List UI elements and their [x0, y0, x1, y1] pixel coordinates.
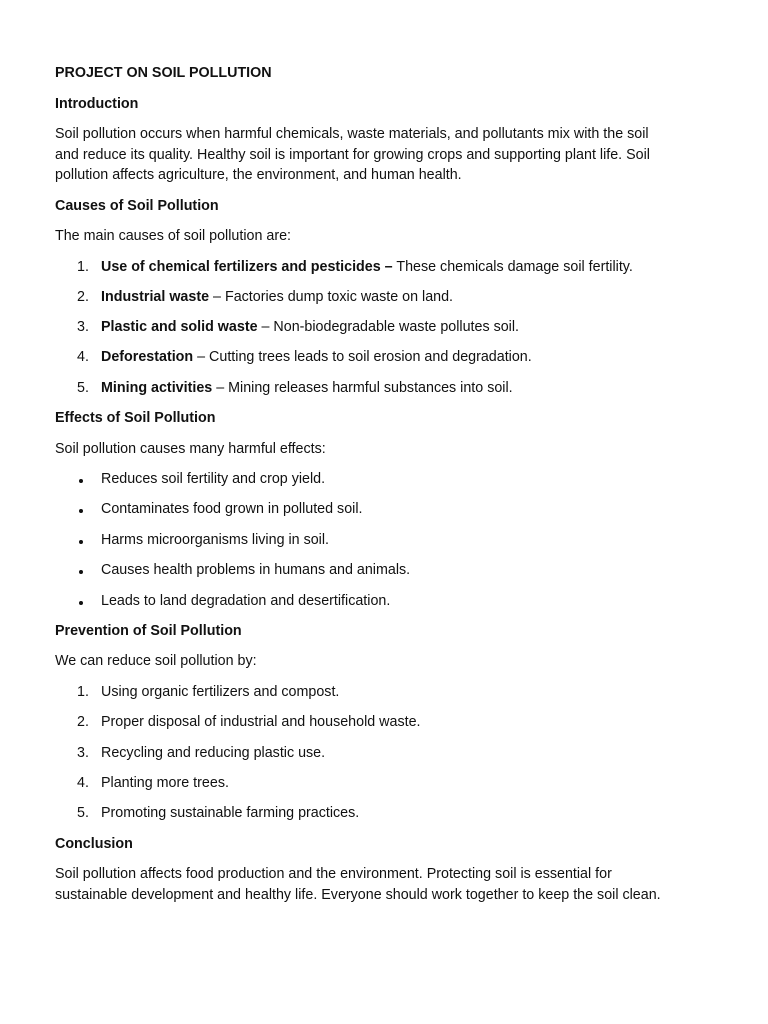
- conclusion-heading: Conclusion: [55, 836, 133, 852]
- list-marker: 3.: [77, 745, 89, 761]
- list-marker: 5.: [77, 380, 89, 396]
- cause-item-label: Industrial waste: [101, 289, 210, 305]
- causes-lead: The main causes of soil pollution are:: [55, 228, 292, 244]
- cause-item-label: Plastic and solid waste: [101, 319, 258, 335]
- prevention-item: Proper disposal of industrial and household waste.: [101, 714, 421, 730]
- list-marker: 2.: [77, 714, 89, 730]
- intro-line: and reduce its quality. Healthy soil is important for growing crops and supporting plant life. Soil: [55, 147, 650, 163]
- list-marker: 1.: [77, 259, 89, 275]
- prevention-item: Using organic fertilizers and compost.: [101, 684, 340, 700]
- effect-item: Contaminates food grown in polluted soil.: [101, 501, 363, 517]
- list-marker: 1.: [77, 684, 89, 700]
- cause-item-text: These chemicals damage soil fertility.: [392, 259, 633, 275]
- causes-heading: Causes of Soil Pollution: [55, 198, 219, 214]
- prevention-item: Recycling and reducing plastic use.: [101, 745, 326, 761]
- prevention-item: Planting more trees.: [101, 775, 229, 791]
- cause-item: [101, 317, 519, 337]
- cause-item-text: – Mining releases harmful substances into soil.: [212, 380, 513, 396]
- conclusion-line: Soil pollution affects food production and the environment. Protecting soil is essential for: [55, 866, 612, 882]
- list-marker: 4.: [77, 775, 89, 791]
- effect-item: Harms microorganisms living in soil.: [101, 532, 330, 548]
- list-marker: 3.: [77, 319, 89, 335]
- cause-item-label: Mining activities: [101, 380, 213, 396]
- effects-lead: Soil pollution causes many harmful effects:: [55, 441, 326, 457]
- effect-item: Causes health problems in humans and animals.: [101, 562, 411, 578]
- cause-item-label: Use of chemical fertilizers and pesticides –: [101, 259, 393, 275]
- effect-item: Leads to land degradation and desertification.: [101, 593, 391, 609]
- intro-line: Soil pollution occurs when harmful chemicals, waste materials, and pollutants mix with the soil: [55, 126, 649, 142]
- conclusion-line: sustainable development and healthy life. Everyone should work together to keep the soil clean.: [55, 887, 661, 903]
- prevention-item: Promoting sustainable farming practices.: [101, 805, 360, 821]
- cause-item-text: – Non-biodegradable waste pollutes soil.: [257, 319, 520, 335]
- cause-item-label: Deforestation: [101, 349, 194, 365]
- cause-item: [101, 257, 633, 277]
- cause-item: [101, 378, 513, 398]
- effects-heading: Effects of Soil Pollution: [55, 410, 216, 426]
- bullet-icon: [79, 479, 83, 483]
- intro-heading: Introduction: [55, 96, 139, 112]
- bullet-icon: [79, 601, 83, 605]
- list-marker: 2.: [77, 289, 89, 305]
- bullet-icon: [79, 570, 83, 574]
- cause-item-text: – Factories dump toxic waste on land.: [209, 289, 454, 305]
- effect-item: Reduces soil fertility and crop yield.: [101, 471, 326, 487]
- document-title: PROJECT ON SOIL POLLUTION: [55, 65, 272, 81]
- bullet-icon: [79, 540, 83, 544]
- cause-item: [101, 287, 453, 307]
- intro-line: pollution affects agriculture, the environment, and human health.: [55, 167, 462, 183]
- cause-item-text: – Cutting trees leads to soil erosion and degradation.: [193, 349, 532, 365]
- list-marker: 4.: [77, 349, 89, 365]
- bullet-icon: [79, 509, 83, 513]
- cause-item: [101, 347, 532, 367]
- list-marker: 5.: [77, 805, 89, 821]
- prevention-heading: Prevention of Soil Pollution: [55, 623, 242, 639]
- prevention-lead: We can reduce soil pollution by:: [55, 653, 257, 669]
